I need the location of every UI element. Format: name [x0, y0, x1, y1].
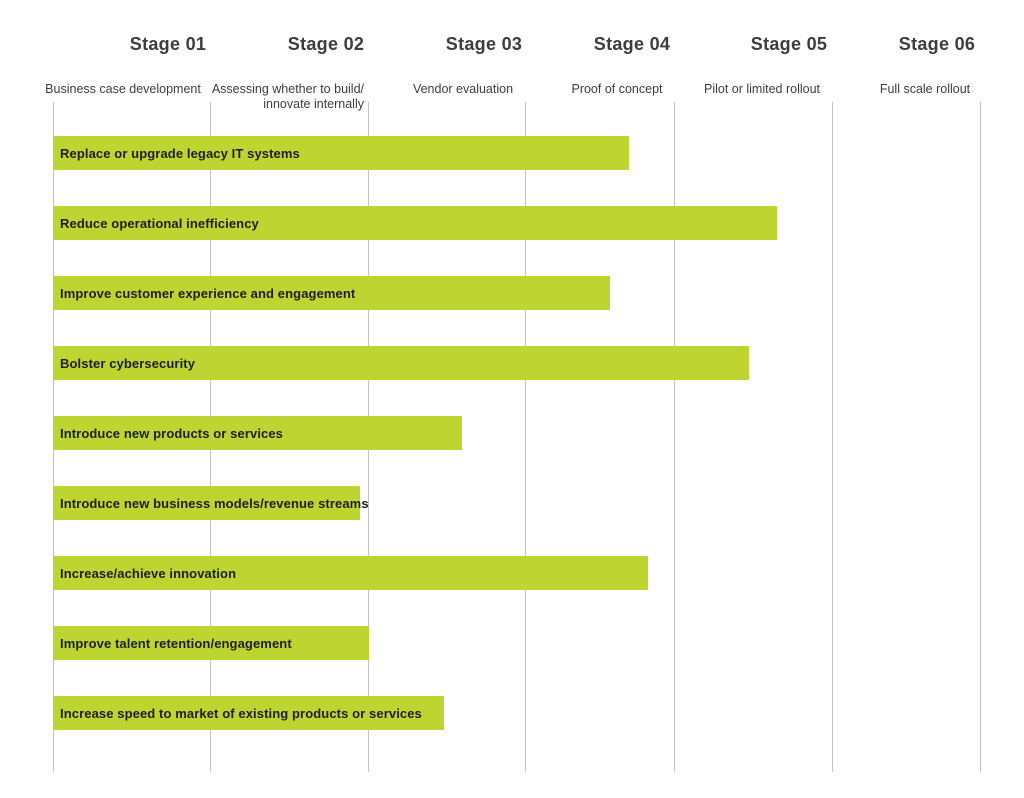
bar-label: Reduce operational inefficiency: [60, 215, 259, 231]
bar-label: Increase speed to market of existing products or services: [60, 705, 422, 721]
stage-subtitle-line: innovate internally: [263, 97, 364, 111]
bar-row: [53, 626, 369, 660]
gridline: [674, 102, 675, 772]
stage-subtitle: Pilot or limited rollout: [703, 82, 821, 96]
bar-label: Bolster cybersecurity: [60, 355, 196, 371]
bar-label: Replace or upgrade legacy IT systems: [60, 145, 300, 161]
bar-row: [53, 276, 610, 310]
stage-title: Stage 02: [287, 34, 365, 54]
stage-subtitle: Vendor evaluation: [412, 82, 514, 96]
bar-row: [53, 206, 777, 240]
bar-row: [53, 486, 369, 520]
gridline: [980, 102, 981, 772]
bar-label: Introduce new products or services: [60, 425, 284, 441]
stage-title: Stage 04: [593, 34, 671, 54]
stage-subtitle: [212, 82, 364, 112]
stage-title: Stage 06: [898, 34, 976, 54]
stage-title: Stage 05: [750, 34, 828, 54]
stage-subtitle: Business case development: [45, 82, 201, 96]
gridline: [832, 102, 833, 772]
stage-subtitle-line: Assessing whether to build/: [211, 82, 364, 96]
bar-row: [53, 346, 749, 380]
bar-row: [53, 136, 629, 170]
stage-title: Stage 03: [445, 34, 523, 54]
bar-row: [53, 416, 462, 450]
bar-label: Introduce new business models/revenue streams: [60, 495, 369, 511]
stage-subtitle: Proof of concept: [571, 82, 663, 96]
bar-label: Increase/achieve innovation: [60, 565, 237, 581]
bar-row: [53, 696, 444, 730]
gridline: [525, 102, 526, 772]
bar-label: Improve customer experience and engagement: [60, 285, 356, 301]
bar-label: Improve talent retention/engagement: [60, 635, 292, 651]
stage-title: Stage 01: [129, 34, 207, 54]
stage-subtitle: Full scale rollout: [879, 82, 971, 96]
bar-row: [53, 556, 648, 590]
